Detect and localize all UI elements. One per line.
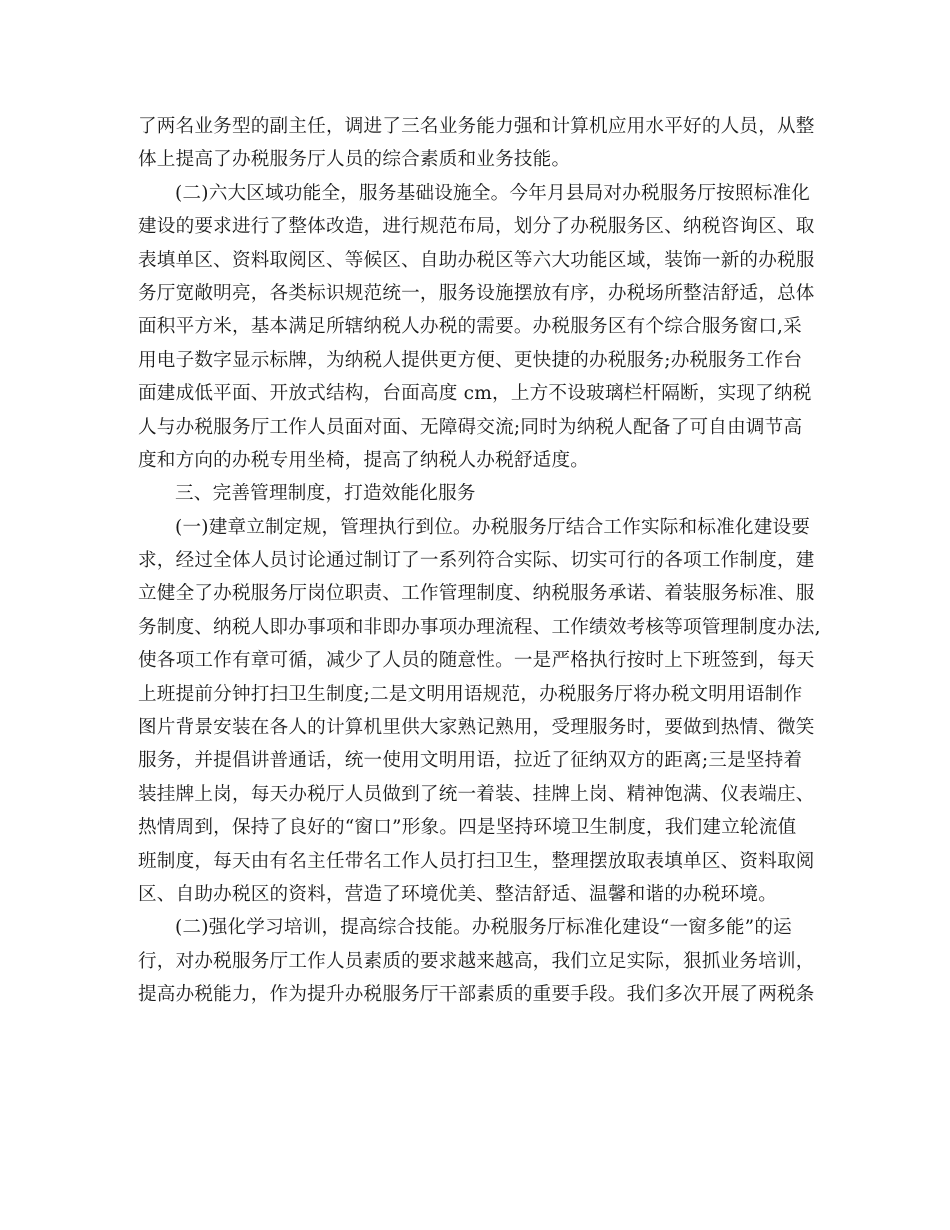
- text-line: 图片背景安装在各人的计算机里供大家熟记熟用，受理服务时，要做到热情、微笑: [138, 717, 815, 739]
- text-line: 使各项工作有章可循，减少了人员的随意性。一是严格执行按时上下班签到，每天: [138, 650, 815, 672]
- text-line: 班制度，每天由有名主任带名工作人员打扫卫生，整理摆放取表填单区、资料取阅: [138, 850, 815, 872]
- text-line: (一)建章立制定规，管理执行到位。办税服务厅结合工作实际和标准化建设要: [175, 516, 811, 538]
- text-line: 体上提高了办税服务厅人员的综合素质和业务技能。: [138, 149, 571, 171]
- text-line: 提高办税能力，作为提升办税服务厅干部素质的重要手段。我们多次开展了两税条: [138, 984, 815, 1006]
- text-line: 热情周到，保持了良好的“窗口”形象。四是坚持环境卫生制度，我们建立轮流值: [138, 817, 797, 839]
- text-line: (二)六大区域功能全，服务基础设施全。今年月县局对办税服务厅按照标准化: [175, 182, 811, 204]
- text-line: (二)强化学习培训，提高综合技能。办税服务厅标准化建设“一窗多能”的运: [175, 917, 792, 939]
- text-line: 面积平方米，基本满足所辖纳税人办税的需要。办税服务区有个综合服务窗口,采: [138, 316, 802, 338]
- text-line: 建设的要求进行了整体改造，进行规范布局，划分了办税服务区、纳税咨询区、取: [138, 216, 815, 238]
- text-line: 求，经过全体人员讨论通过制订了一系列符合实际、切实可行的各项工作制度，建: [138, 550, 815, 572]
- text-line: 务制度、纳税人即办事项和非即办事项办理流程、工作绩效考核等项管理制度办法,: [138, 616, 821, 638]
- text-line: 行，对办税服务厅工作人员素质的要求越来越高，我们立足实际，狠抓业务培训，: [138, 950, 815, 972]
- text-line: 立健全了办税服务厅岗位职责、工作管理制度、纳税服务承诺、着装服务标准、服: [138, 583, 815, 605]
- text-line: 装挂牌上岗，每天办税厅人员做到了统一着装、挂牌上岗、精神饱满、仪表端庄、: [138, 783, 815, 805]
- document-body: [138, 110, 821, 1012]
- text-line: 服务，并提倡讲普通话，统一使用文明用语，拉近了征纳双方的距离;三是坚持着: [138, 750, 803, 772]
- text-line: 上班提前分钟打扫卫生制度;二是文明用语规范，办税服务厅将办税文明用语制作: [138, 683, 803, 705]
- text-line: 用电子数字显示标牌，为纳税人提供更方便、更快捷的办税服务;办税服务工作台: [138, 349, 803, 371]
- text-line: 面建成低平面、开放式结构，台面高度 cm，上方不设玻璃栏杆隔断，实现了纳税: [138, 383, 812, 405]
- text-line: 人与办税服务厅工作人员面对面、无障碍交流;同时为纳税人配备了可自由调节高: [138, 416, 803, 438]
- text-line: 了两名业务型的副主任，调进了三名业务能力强和计算机应用水平好的人员，从整: [138, 116, 815, 137]
- text-line: 务厅宽敞明亮，各类标识规范统一，服务设施摆放有序，办税场所整洁舒适，总体: [138, 282, 815, 304]
- text-line: 区、自助办税区的资料，营造了环境优美、整洁舒适、温馨和谐的办税环境。: [138, 883, 777, 905]
- text-line: 度和方向的办税专用坐椅，提高了纳税人办税舒适度。: [138, 449, 590, 471]
- text-line: 三、完善管理制度，打造效能化服务: [175, 483, 476, 505]
- text-line: 表填单区、资料取阅区、等候区、自助办税区等六大功能区域，装饰一新的办税服: [138, 249, 815, 271]
